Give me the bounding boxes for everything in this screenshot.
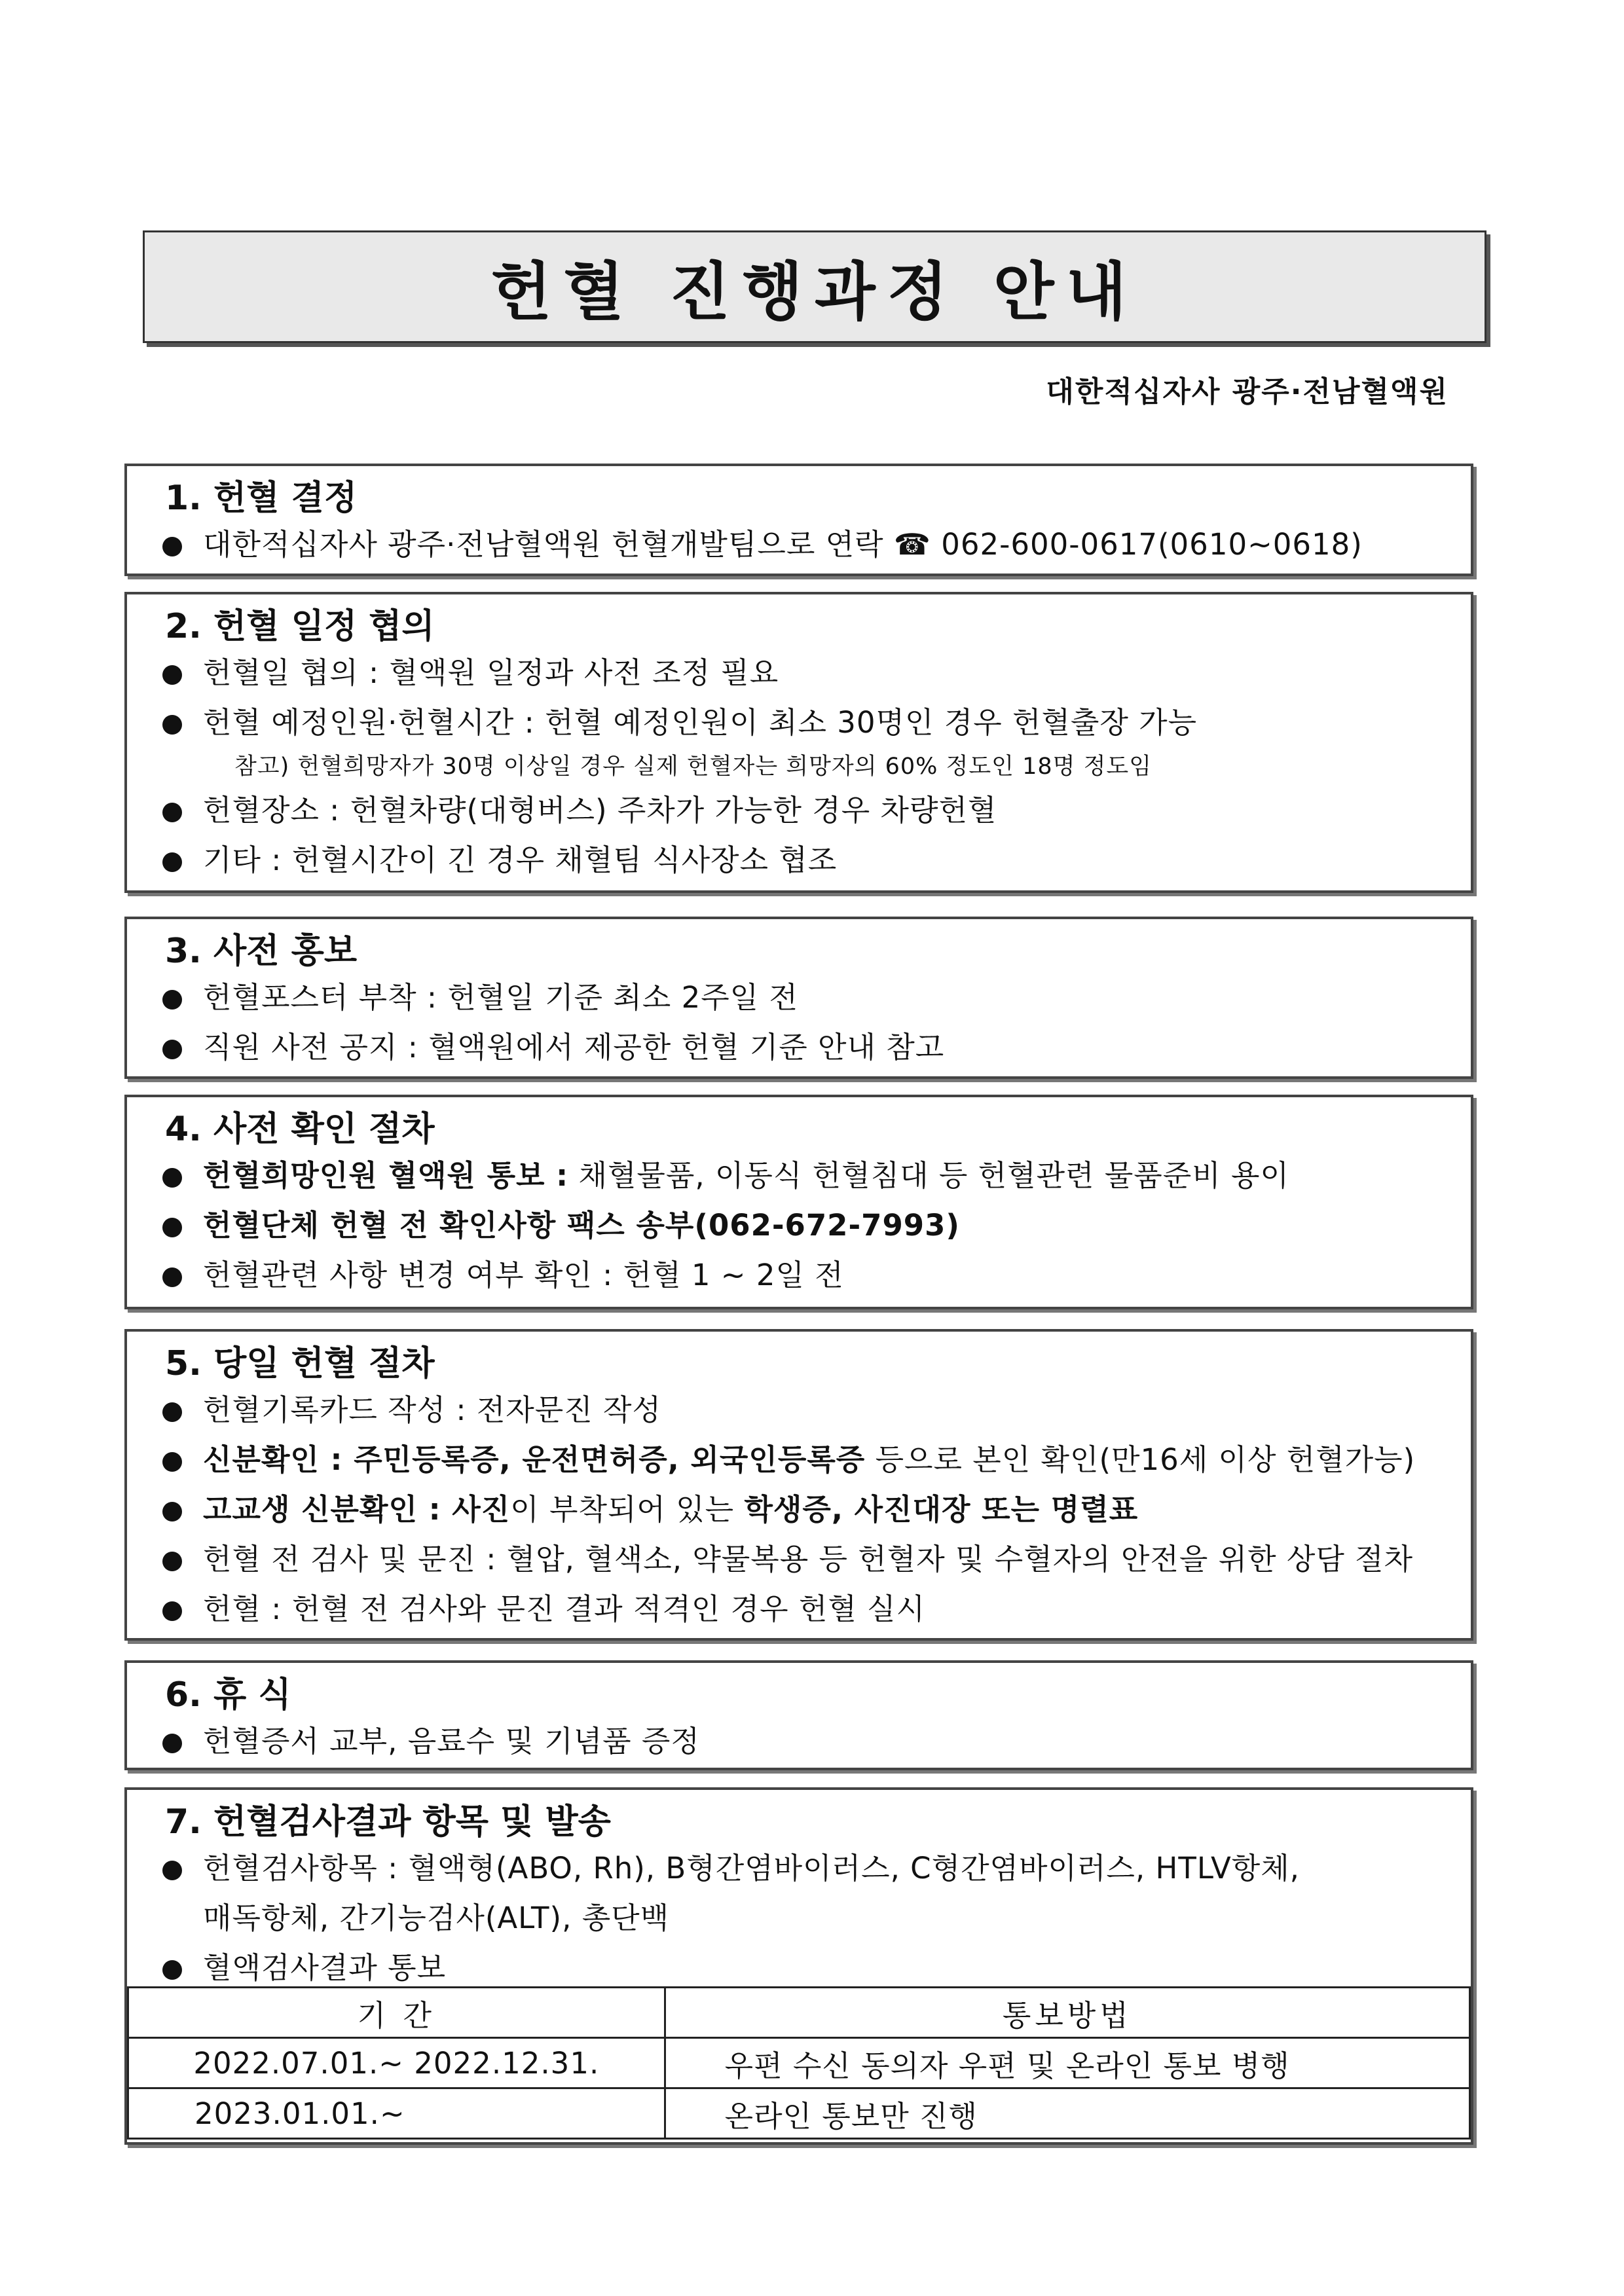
bullet-text: 헌혈기록카드 작성 : 전자문진 작성 xyxy=(203,1393,661,1427)
section-title: 7. 헌혈검사결과 항목 및 발송 xyxy=(165,1802,611,1842)
bullet-bold-text-2: 학생증, 사진대장 또는 명렬표 xyxy=(744,1492,1139,1527)
section-title: 6. 휴 식 xyxy=(165,1675,291,1715)
bullet-text: 헌혈 예정인원·헌혈시간 : 헌혈 예정인원이 최소 30명인 경우 헌혈출장 가능 xyxy=(203,705,1198,740)
section-4-confirmation xyxy=(124,1095,1473,1309)
section-5-donation-day xyxy=(124,1329,1473,1641)
bullet-item xyxy=(162,648,1447,698)
bullet-text: 헌혈증서 교부, 음료수 및 기념품 증정 xyxy=(203,1724,700,1758)
section-6-rest xyxy=(124,1660,1473,1770)
cell-period: 2022.07.01.~ 2022.12.31. xyxy=(128,2038,665,2088)
bullet-text: 헌혈 : 헌혈 전 검사와 문진 결과 적격인 경우 헌혈 실시 xyxy=(203,1592,926,1626)
bullet-text: 대한적십자사 광주·전남혈액원 헌혈개발팀으로 연락 ☎ 062-600-0617(0610~0618) xyxy=(203,527,1363,562)
title-box xyxy=(143,230,1486,343)
bullet-item xyxy=(162,1023,1447,1072)
header-period: 기 간 xyxy=(128,1988,665,2038)
cell-method: 온라인 통보만 진행 xyxy=(665,2088,1469,2139)
bullet-item xyxy=(162,1435,1447,1485)
section-title: 4. 사전 확인 절차 xyxy=(165,1110,435,1149)
section-3-promotion xyxy=(124,917,1473,1079)
bullet-item xyxy=(162,786,1447,835)
bullet-text: 이 부착되어 있는 xyxy=(510,1492,745,1527)
bullet-bold-text: 고교생 신분확인 : 사진 xyxy=(203,1492,511,1527)
bullet-item xyxy=(162,1717,1447,1766)
table-row xyxy=(128,2038,1470,2088)
section-title: 2. 헌혈 일정 협의 xyxy=(165,607,435,646)
bullet-text: 직원 사전 공지 : 혈액원에서 제공한 헌혈 기준 안내 참고 xyxy=(203,1030,945,1065)
organization-name: 대한적십자사 광주·전남혈액원 xyxy=(1046,375,1449,409)
bullet-item xyxy=(162,1535,1447,1584)
bullet-icon xyxy=(162,1552,182,1571)
bullet-icon xyxy=(162,665,182,685)
bullet-icon xyxy=(162,1601,182,1621)
cell-period: 2023.01.01.~ xyxy=(128,2088,665,2139)
bullet-icon xyxy=(162,1960,182,1980)
bullet-text: 헌혈장소 : 헌혈차량(대형버스) 주차가 가능한 경우 차량헌혈 xyxy=(203,793,997,828)
bullet-icon xyxy=(162,990,182,1010)
bullet-text: 등으로 본인 확인(만16세 이상 헌혈가능) xyxy=(865,1442,1416,1477)
bullet-icon xyxy=(162,803,182,822)
section-1-decision xyxy=(124,464,1473,576)
bullet-item xyxy=(162,1584,1447,1634)
bullet-icon xyxy=(162,1502,182,1522)
bullet-item xyxy=(162,973,1447,1023)
bullet-item xyxy=(162,1485,1447,1535)
bullet-item xyxy=(162,1151,1447,1201)
bullet-icon xyxy=(162,1218,182,1237)
bullet-icon xyxy=(162,1402,182,1422)
bullet-text: 헌혈일 협의 : 혈액원 일정과 사전 조정 필요 xyxy=(203,655,779,690)
result-notification-table xyxy=(127,1986,1471,2140)
bullet-item xyxy=(162,1385,1447,1435)
bullet-text: 기타 : 헌혈시간이 긴 경우 채혈팀 식사장소 협조 xyxy=(203,843,838,877)
section-title: 3. 사전 홍보 xyxy=(165,932,358,971)
section-title: 5. 당일 헌혈 절차 xyxy=(165,1344,435,1383)
bullet-item xyxy=(162,1943,1447,1993)
cell-method: 우편 수신 동의자 우편 및 온라인 통보 병행 xyxy=(665,2038,1469,2088)
bullet-bold-text: 헌혈단체 헌혈 전 확인사항 팩스 송부(062-672-7993) xyxy=(203,1208,960,1243)
bullet-item xyxy=(162,1844,1447,1893)
bullet-icon xyxy=(162,1452,182,1472)
bullet-text: 채혈물품, 이동식 헌혈침대 등 헌혈관련 물품준비 용이 xyxy=(568,1158,1289,1193)
bullet-item xyxy=(162,835,1447,885)
header-method: 통보방법 xyxy=(665,1988,1469,2038)
bullet-text: 헌혈관련 사항 변경 여부 확인 : 헌혈 1 ~ 2일 전 xyxy=(203,1258,844,1292)
bullet-icon xyxy=(162,1267,182,1287)
table-row xyxy=(128,2088,1470,2139)
bullet-item xyxy=(162,1250,1447,1300)
bullet-icon xyxy=(162,1734,182,1753)
bullet-text: 혈액검사결과 통보 xyxy=(203,1950,447,1985)
section-2-schedule xyxy=(124,592,1473,893)
bullet-icon xyxy=(162,537,182,556)
bullet-continuation: 매독항체, 간기능검사(ALT), 총단백 xyxy=(203,1901,670,1935)
bullet-item xyxy=(162,1201,1447,1250)
bullet-text: 헌혈포스터 부착 : 헌혈일 기준 최소 2주일 전 xyxy=(203,980,798,1015)
bullet-item xyxy=(162,520,1447,570)
bullet-icon xyxy=(162,1168,182,1188)
page-title: 헌혈 진행과정 안내 xyxy=(490,255,1139,329)
bullet-bold-text: 헌혈희망인원 혈액원 통보 : xyxy=(203,1158,569,1193)
reference-note: 참고) 헌혈희망자가 30명 이상일 경우 실제 헌혈자는 희망자의 60% 정도인 18명 정도임 xyxy=(234,754,1153,780)
bullet-icon xyxy=(162,1861,182,1880)
bullet-icon xyxy=(162,1040,182,1059)
section-title: 1. 헌혈 결정 xyxy=(165,479,358,518)
bullet-icon xyxy=(162,852,182,872)
bullet-text: 헌혈 전 검사 및 문진 : 혈압, 혈색소, 약물복용 등 헌혈자 및 수혈자의 안전을 위한 상담 절차 xyxy=(203,1542,1414,1576)
bullet-text: 헌혈검사항목 : 혈액형(ABO, Rh), B형간염바이러스, C형간염바이러스, HTLV항체, xyxy=(203,1851,1300,1886)
table-header-row xyxy=(128,1988,1470,2038)
bullet-item xyxy=(162,698,1447,748)
bullet-bold-text: 신분확인 : 주민등록증, 운전면허증, 외국인등록증 xyxy=(203,1442,866,1477)
bullet-icon xyxy=(162,715,182,735)
section-7-test-results xyxy=(124,1787,1473,2145)
